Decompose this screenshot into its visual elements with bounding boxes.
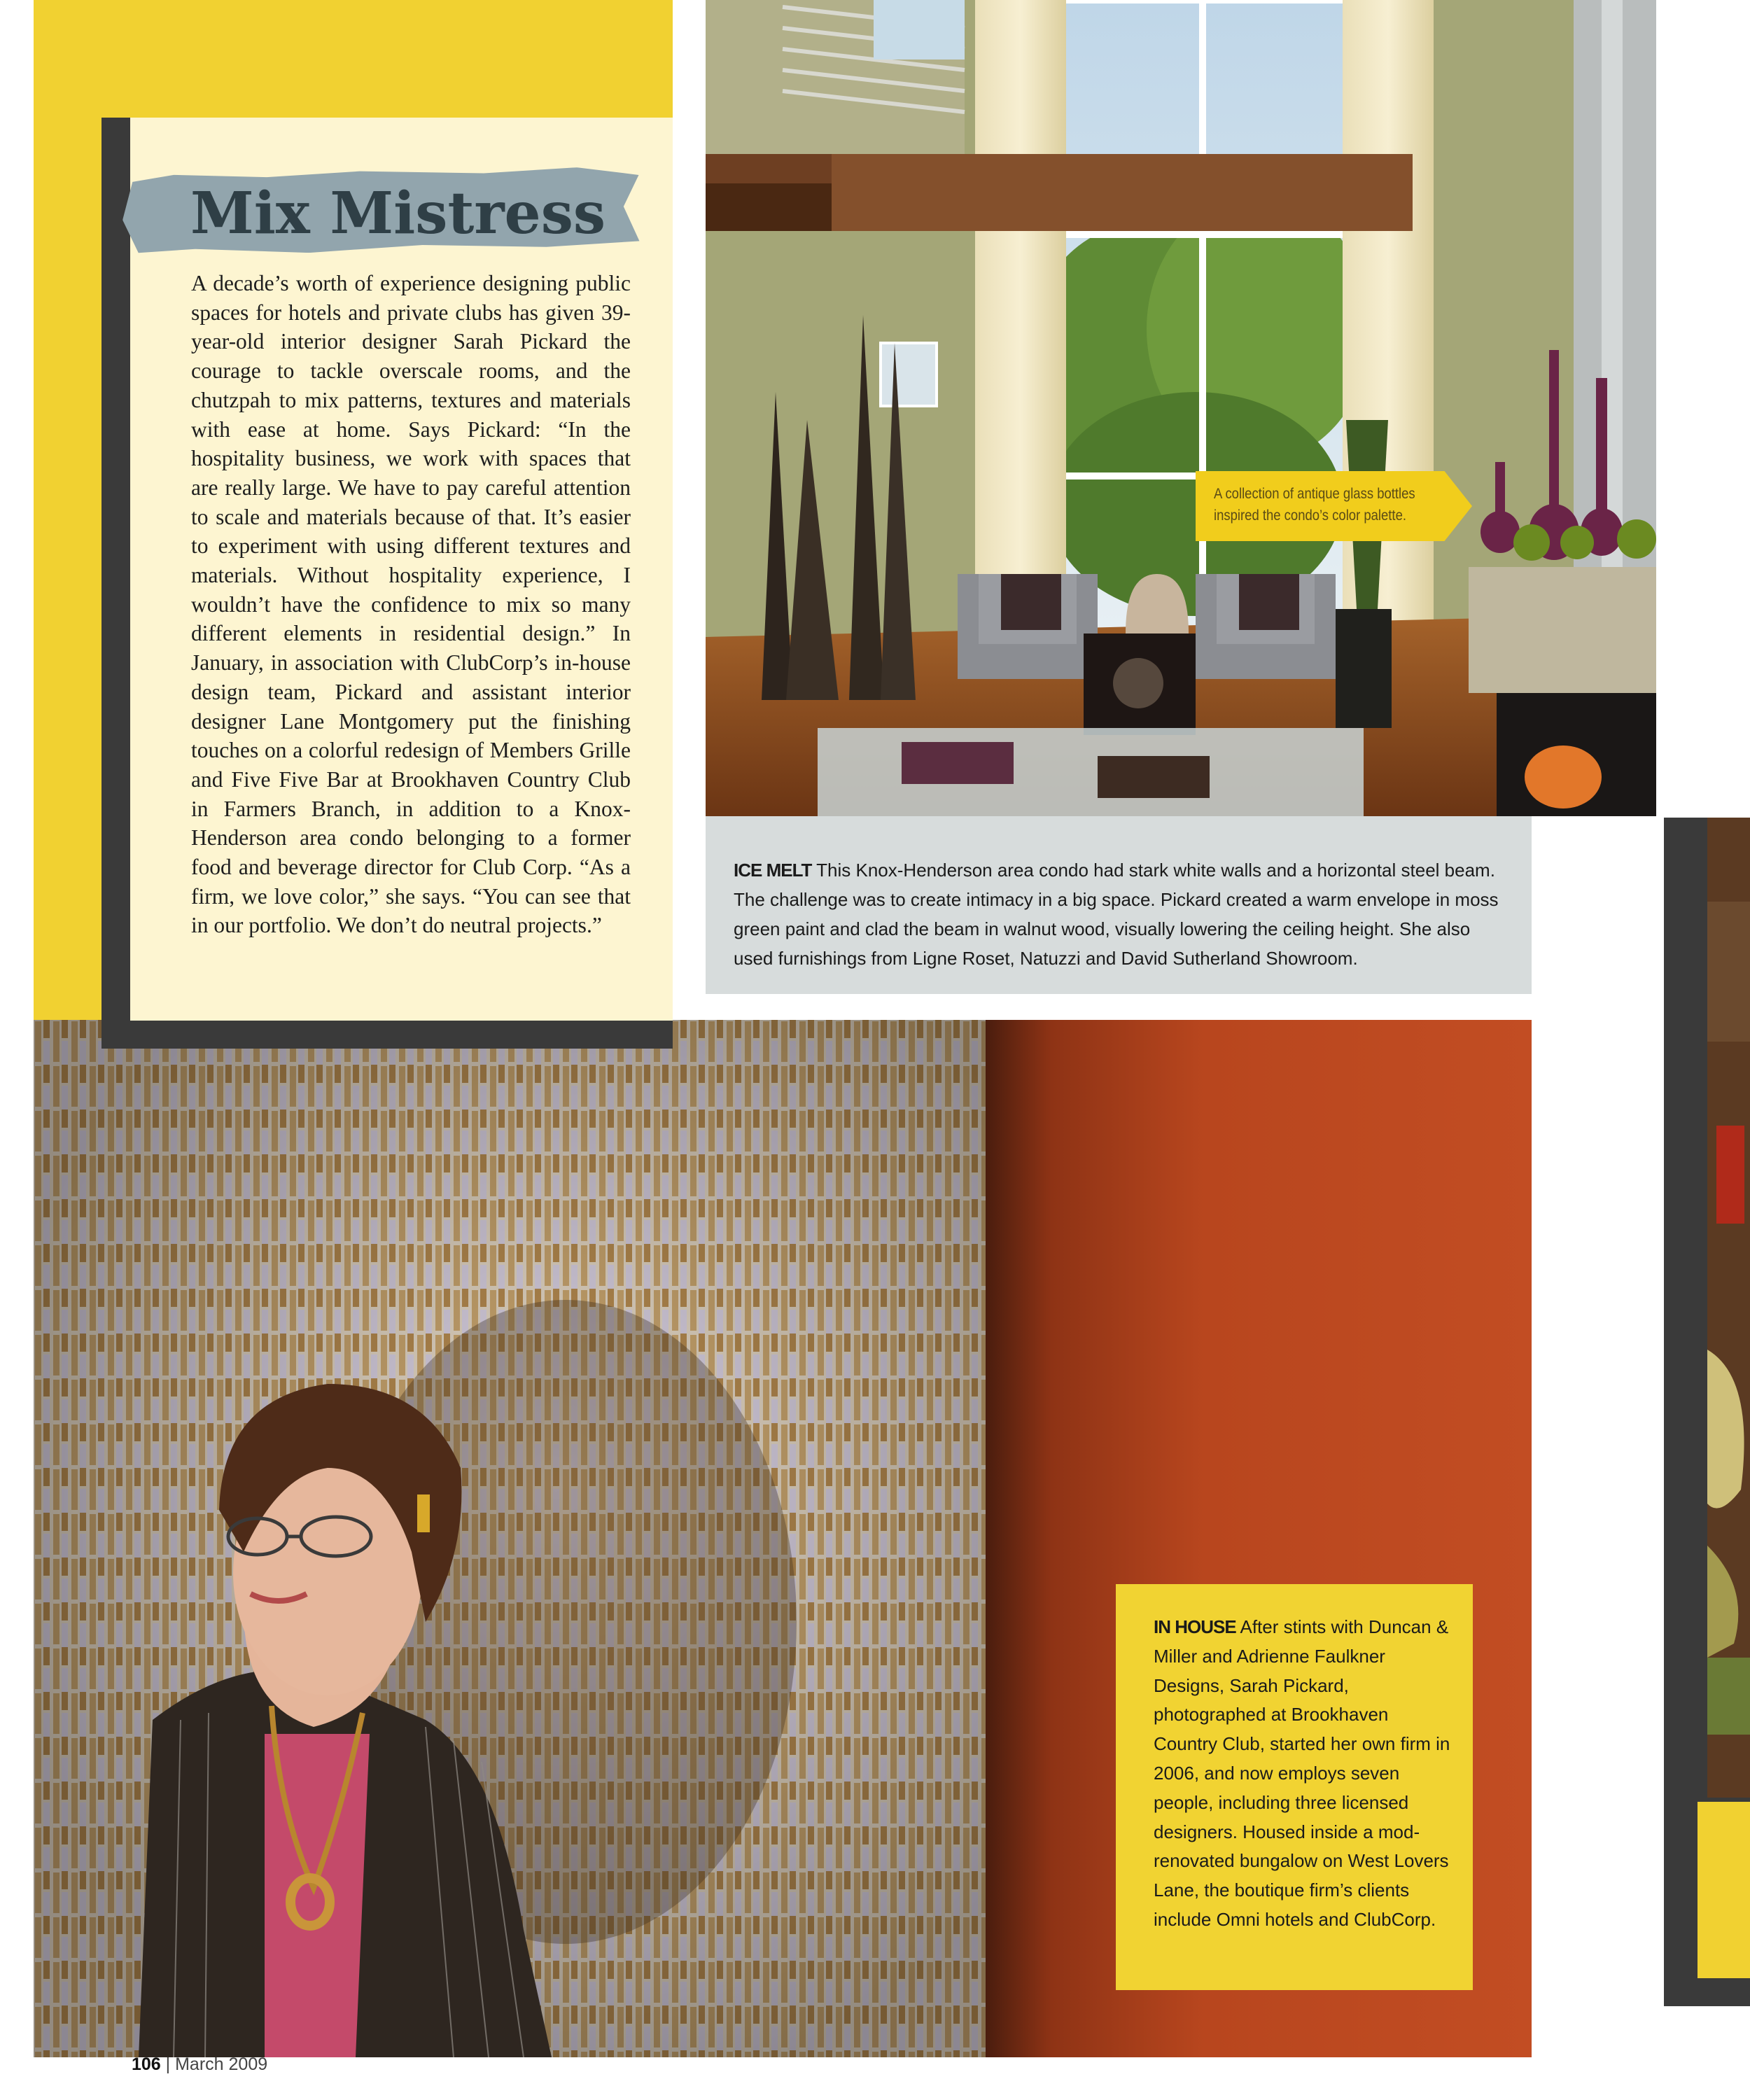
page-number: 106 [132,2054,161,2074]
ice-melt-caption [734,855,1511,973]
folio-separator: | [160,2054,176,2074]
ice-melt-caption-lead: ICE MELT [734,860,812,881]
facing-page-edge [1664,818,1750,2006]
condo-living-room-photo [706,0,1656,816]
issue-date: March 2009 [175,2054,268,2074]
ice-melt-caption-text: This Knox-Henderson area condo had stark white walls and a horizontal steel beam. The challenge was to create intimacy in a big space. Pickard created a warm envelope in moss green paint and clad the beam in walnut wood, visually lowering the ceiling height. She also used furnishings from Ligne Roset, Natuzzi and David Sutherland Showroom. [734,860,1499,969]
in-house-caption-lead: IN HOUSE [1154,1616,1236,1637]
in-house-caption-text: After stints with Duncan & Miller and Adrienne Faulkner Designs, Sarah Pickard, photographed at Brookhaven Country Club, started her own firm in 2006, and now employs seven people, including three licensed designers. Housed inside a mod-renovated bungalow on West Lovers Lane, the boutique firm’s clients include Omni hotels and ClubCorp. [1154,1616,1450,1930]
article-body: A decade’s worth of experience designing public spaces for hotels and private clubs has given 39-year-old interior designer Sarah Pickard the courage to tackle overscale rooms, and the chutzpah to mix patterns, textures and materials with ease at home. Says Pickard: “In the hospitality business, we work with spaces that are really large. We have to pay careful attention to scale and materials because of that. It’s easier to experiment with using different textures and materials. Without hospitality experience, I wouldn’t have the confidence to mix so many different elements in residential design.” In January, in association with ClubCorp’s in-house design team, Pickard and assistant interior designer Lane Montgomery put the finishing touches on a colorful redesign of Members Grille and Five Five Bar at Brookhaven Country Club in Farmers Branch, in addition to a Knox-Henderson area condo belonging to a former food and beverage director for Club Corp. “As a firm, we love color,” she says. “You can see that in our portfolio. We don’t do neutral projects.” [191,271,631,938]
article-title: Mix Mistress [190,180,606,247]
in-house-caption [1154,1613,1455,1935]
page-folio [132,2054,267,2075]
callout-text: A collection of antique glass bottles inspired the condo’s color palette. [1214,486,1415,524]
